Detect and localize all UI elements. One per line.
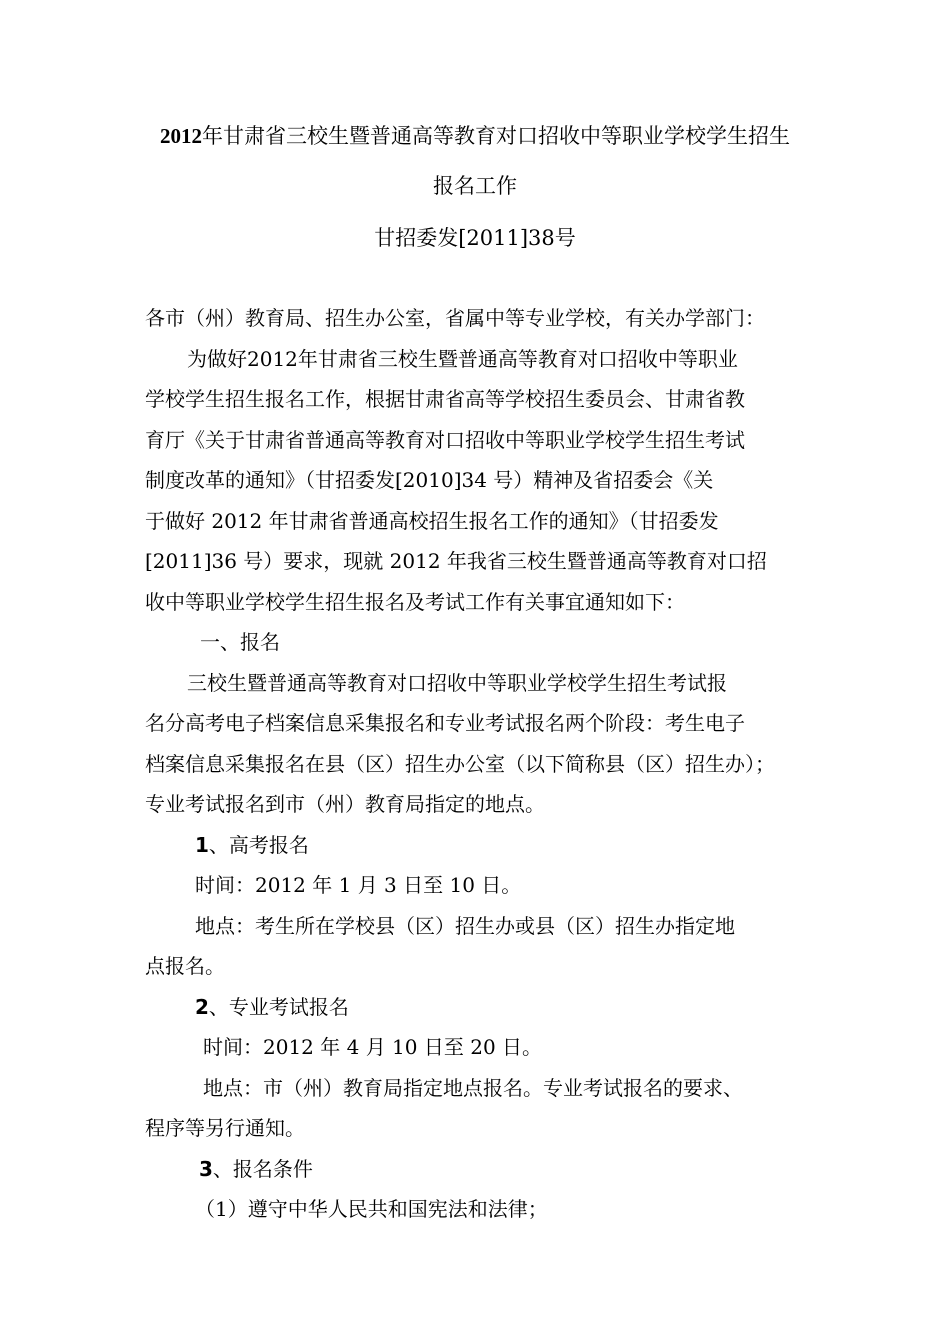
title-text: 年甘肃省三校生暨普通高等教育对口招收中等职业学校学生招生 (202, 124, 790, 148)
item-number: 3 (199, 1156, 213, 1181)
item-label: 、专业考试报名 (208, 994, 349, 1019)
item-place-continued: 程序等另行通知。 (145, 1116, 305, 1140)
paragraph-line: 专业考试报名到市（州）教育局指定的地点。 (145, 792, 545, 816)
paragraph-line: 于做好 2012 年甘肃省普通高校招生报名工作的通知》（甘招委发 (145, 508, 719, 533)
paragraph-line: 收中等职业学校学生招生报名及考试工作有关事宜通知如下： (145, 589, 685, 614)
document-number: 甘招委发[2011]38号 (374, 226, 576, 250)
section-heading: 一、报名 (200, 630, 280, 654)
addressee: 各市（州）教育局、招生办公室，省属中等专业学校，有关办学部门： (145, 306, 765, 330)
paragraph-line: 档案信息采集报名在县（区）招生办公室（以下简称县（区）招生办）； (145, 751, 775, 776)
document-body (145, 298, 810, 1230)
item-place: 地点：考生所在学校县（区）招生办或县（区）招生办指定地 (195, 913, 735, 938)
item-time: 时间：2012 年 1 月 3 日至 10 日。 (195, 873, 522, 897)
paragraph-line: 名分高考电子档案信息采集报名和专业考试报名两个阶段：考生电子 (145, 711, 745, 735)
item-place-continued: 点报名。 (145, 954, 225, 978)
item-number: 1 (195, 832, 209, 857)
paragraph-line: [2011]36 号）要求，现就 2012 年我省三校生暨普通高等教育对口招 (145, 549, 767, 573)
paragraph-line: 学校学生招生报名工作，根据甘肃省高等学校招生委员会、甘肃省教 (145, 387, 745, 411)
document-title-line-1 (145, 121, 805, 151)
item-heading (145, 987, 810, 1028)
item-heading (145, 825, 810, 866)
item-label: 、报名条件 (212, 1156, 313, 1181)
document-title-line-2: 报名工作 (433, 174, 517, 198)
title-year: 2012 (160, 124, 202, 148)
sub-item: （1）遵守中华人民共和国宪法和法律； (195, 1197, 548, 1221)
item-number: 2 (195, 994, 209, 1019)
item-label: 、高考报名 (208, 832, 309, 857)
paragraph-line: 育厅《关于甘肃省普通高等教育对口招收中等职业学校学生招生考试 (145, 427, 745, 452)
item-time: 时间：2012 年 4 月 10 日至 20 日。 (203, 1035, 543, 1059)
paragraph-line: 为做好2012年甘肃省三校生暨普通高等教育对口招收中等职业 (187, 346, 738, 371)
paragraph-line: 三校生暨普通高等教育对口招收中等职业学校学生招生考试报 (187, 670, 727, 695)
item-place: 地点：市（州）教育局指定地点报名。专业考试报名的要求、 (203, 1075, 743, 1100)
item-heading (145, 1149, 810, 1190)
paragraph-line: 制度改革的通知》（甘招委发[2010]34 号）精神及省招委会《关 (145, 468, 714, 492)
